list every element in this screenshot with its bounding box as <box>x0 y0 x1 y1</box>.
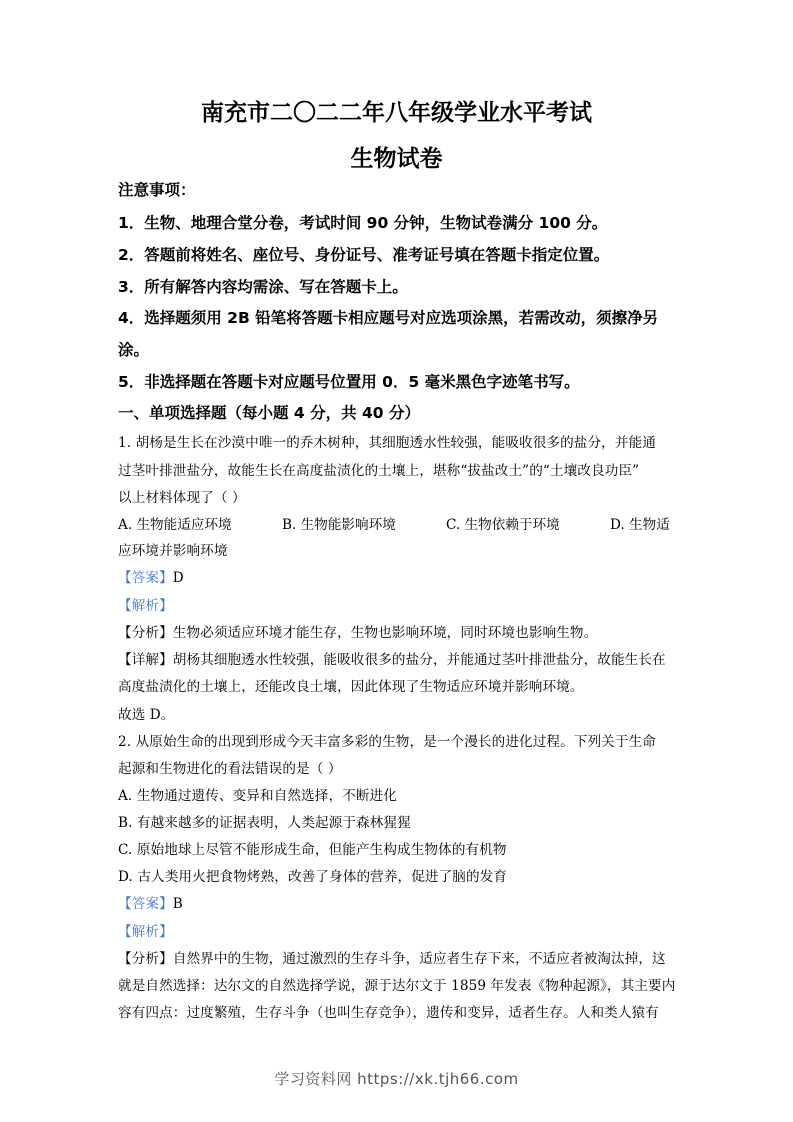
answer-tag: 【答案】 <box>118 570 173 586</box>
q2-fenxi-line: 容有四点：过度繁殖，生存斗争（也叫生存竞争），遗传和变异，适者生存。人和类人猿有 <box>118 1005 659 1021</box>
q1-option-a: A. 生物能适应环境 <box>118 517 232 533</box>
q2-option-d: D. 古人类用火把食物烤熟，改善了身体的营养，促进了脑的发育 <box>118 869 508 885</box>
fenxi-tag: 【分析】 <box>118 951 173 967</box>
q1-conclusion: 故选 D。 <box>118 707 175 723</box>
fenxi-text: 生物必须适应环境才能生存，生物也影响环境，同时环境也影响生物。 <box>172 625 598 641</box>
notice-item: 5．非选择题在答题卡对应题号位置用 0．5 毫米黑色字迹笔书写。 <box>118 373 580 391</box>
q1-fenxi <box>118 621 597 641</box>
q1-xiangjie <box>118 648 666 668</box>
q2-stem-line: 起源和生物进化的看法错误的是（ ） <box>118 761 342 777</box>
q2-option-a: A. 生物通过遗传、变异和自然选择，不断进化 <box>118 788 397 804</box>
notice-item: 4．选择题须用 2B 铅笔将答题卡相应题号对应选项涂黑，若需改动，须擦净另 <box>118 309 659 327</box>
notice-item: 3．所有解答内容均需涂、写在答题卡上。 <box>118 278 408 296</box>
q1-option-b: B. 生物能影响环境 <box>282 517 396 533</box>
q1-answer <box>118 566 184 586</box>
q2-stem-line: 2. 从原始生命的出现到形成今天丰富多彩的生物，是一个漫长的进化过程。下列关于生命 <box>118 734 656 750</box>
notice-heading: 注意事项： <box>118 181 196 199</box>
q1-analysis-tag: 【解析】 <box>118 598 173 614</box>
page-subtitle: 生物试卷 <box>350 146 443 172</box>
q2-answer <box>118 892 183 912</box>
xiangjie-text: 胡杨其细胞透水性较强，能吸收很多的盐分，并能通过茎叶排泄盐分，故能生长在 <box>172 652 666 668</box>
notice-item: 2．答题前将姓名、座位号、身份证号、准考证号填在答题卡指定位置。 <box>118 246 610 264</box>
answer-value: B <box>172 896 183 912</box>
q1-stem-line: 1. 胡杨是生长在沙漠中唯一的乔木树种，其细胞透水性较强，能吸收很多的盐分，并能通 <box>118 435 656 451</box>
notice-item: 涂。 <box>118 341 150 359</box>
answer-value: D <box>172 570 184 586</box>
fenxi-tag: 【分析】 <box>118 625 173 641</box>
q1-option-c: C. 生物依赖于环境 <box>446 517 560 533</box>
q1-xiangjie-line: 高度盐渍化的土壤上，还能改良土壤，因此体现了生物适应环境并影响环境。 <box>118 679 584 695</box>
q2-fenxi-line: 就是自然选择：达尔文的自然选择学说，源于达尔文于 1859 年发表《物种起源》，其主要内 <box>118 978 676 994</box>
q1-stem-line: 过茎叶排泄盐分，故能生长在高度盐渍化的土壤上，堪称“拔盐改土”的“土壤改良功臣” <box>118 463 640 479</box>
q1-option-d: D. 生物适 <box>610 517 670 533</box>
q2-option-c: C. 原始地球上尽管不能形成生命，但能产生构成生物体的有机物 <box>118 842 507 858</box>
notice-item: 1．生物、地理合堂分卷，考试时间 90 分钟，生物试卷满分 100 分。 <box>118 214 608 232</box>
section-heading: 一、单项选择题（每小题 4 分，共 40 分） <box>118 404 420 422</box>
footer-watermark: 学习资料网 https://xk.tjh66.com <box>274 1070 519 1088</box>
q2-option-b: B. 有越来越多的证据表明，人类起源于森林猩猩 <box>118 815 411 831</box>
q1-option-d-cont: 应环境并影响环境 <box>118 543 228 559</box>
answer-tag: 【答案】 <box>118 896 173 912</box>
fenxi-text: 自然界中的生物，通过激烈的生存斗争，适应者生存下来，不适应者被淘汰掉，这 <box>172 951 666 967</box>
xiangjie-tag: 【详解】 <box>118 652 173 668</box>
q2-analysis-tag: 【解析】 <box>118 924 173 940</box>
page-title: 南充市二〇二二年八年级学业水平考试 <box>201 100 592 126</box>
q2-fenxi <box>118 947 666 967</box>
q1-stem-line: 以上材料体现了（ ） <box>118 490 246 506</box>
